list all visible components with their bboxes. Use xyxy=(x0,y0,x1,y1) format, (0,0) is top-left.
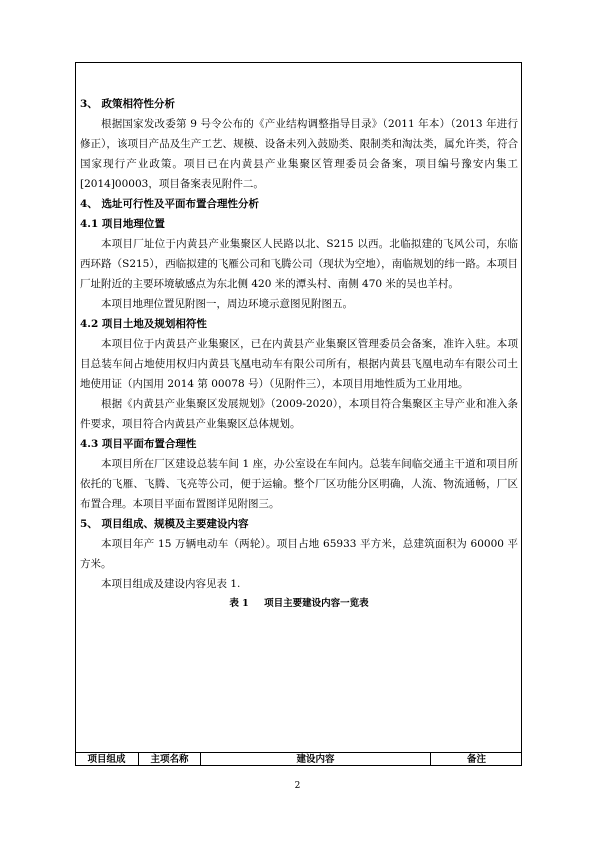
section-4-3-paragraph: 本项目所在厂区建设总装车间 1 座，办公室设在车间内。总装车间临交通主干道和项目所依托的飞雁、飞腾、飞亮等公司，便于运输。整个厂区功能分区明确，人流、物流通畅，厂区布置合理。本项目平面布置图详见附图三。 xyxy=(80,458,518,510)
section-4-1-paragraph-2: 本项目地理位置见附图一，周边环境示意图见附图五。 xyxy=(101,298,353,310)
section-4-1-paragraph-1: 本项目厂址位于内黄县产业集聚区人民路以北、S215 以西。北临拟建的飞风公司，东临西环路（S215），西临拟建的飞雁公司和飞腾公司（现状为空地），南临规划的纬一路。本项目厂址附近的主要环境敏感点为东北侧 420 米的潭头村、南侧 470 米的吴也羊村。 xyxy=(80,238,518,290)
section-4-2-paragraph-1: 本项目位于内黄县产业集聚区，已在内黄县产业集聚区管理委员会备案，准许入驻。本项目总装车间占地使用权归内黄县飞凰电动车有限公司所有，根据内黄县飞凰电动车有限公司土地使用证（内国用 2014 第 00078 号）（见附件三），本项目用地性质为工业用地。 xyxy=(80,338,518,390)
section-4-2-paragraph-2: 根据《内黄县产业集聚区发展规划》（2009-2020），本项目符合集聚区主导产业和准入条件要求，项目符合内黄县产业集聚区总体规划。 xyxy=(80,398,518,430)
table-caption-number: 表 1 xyxy=(229,598,249,609)
section-3-heading: 3、 政策相符性分析 xyxy=(80,98,175,110)
section-4-3-heading: 4.3 项目平面布置合理性 xyxy=(80,438,197,450)
section-5-paragraph-2: 本项目组成及建设内容见表 1. xyxy=(101,578,241,590)
section-4-heading: 4、 选址可行性及平面布置合理性分析 xyxy=(80,198,259,210)
document-body xyxy=(80,94,518,612)
section-4-2-heading: 4.2 项目土地及规划相符性 xyxy=(80,318,207,330)
page-number: 2 xyxy=(294,781,301,791)
table-header-cell: 建设内容 xyxy=(201,753,431,766)
section-3-paragraph: 根据国家发改委第 9 号令公布的《产业结构调整指导目录》（2011 年本）（2013 年进行修正），该项目产品及生产工艺、规模、设备未列入鼓励类、限制类和淘汰类，属允许类，符合国家现行产业政策。项目已在内黄县产业集聚区管理委员会备案，项目编号豫安内集工[2014]00003，项目备案表见附件二。 xyxy=(80,118,518,190)
table-header-row xyxy=(75,752,522,766)
section-5-heading: 5、 项目组成、规模及主要建设内容 xyxy=(80,518,249,530)
table-caption-title: 项目主要建设内容一览表 xyxy=(264,598,369,609)
table-caption xyxy=(80,596,518,612)
section-4-1-heading: 4.1 项目地理位置 xyxy=(80,218,165,230)
table-header-cell: 主项名称 xyxy=(139,753,201,766)
table-header-cell: 备注 xyxy=(466,754,486,765)
table-header-cell: 项目组成 xyxy=(75,753,139,766)
section-5-paragraph-1: 本项目年产 15 万辆电动车（两轮）。项目占地 65933 平方米，总建筑面积为 60000 平方米。 xyxy=(80,538,518,570)
